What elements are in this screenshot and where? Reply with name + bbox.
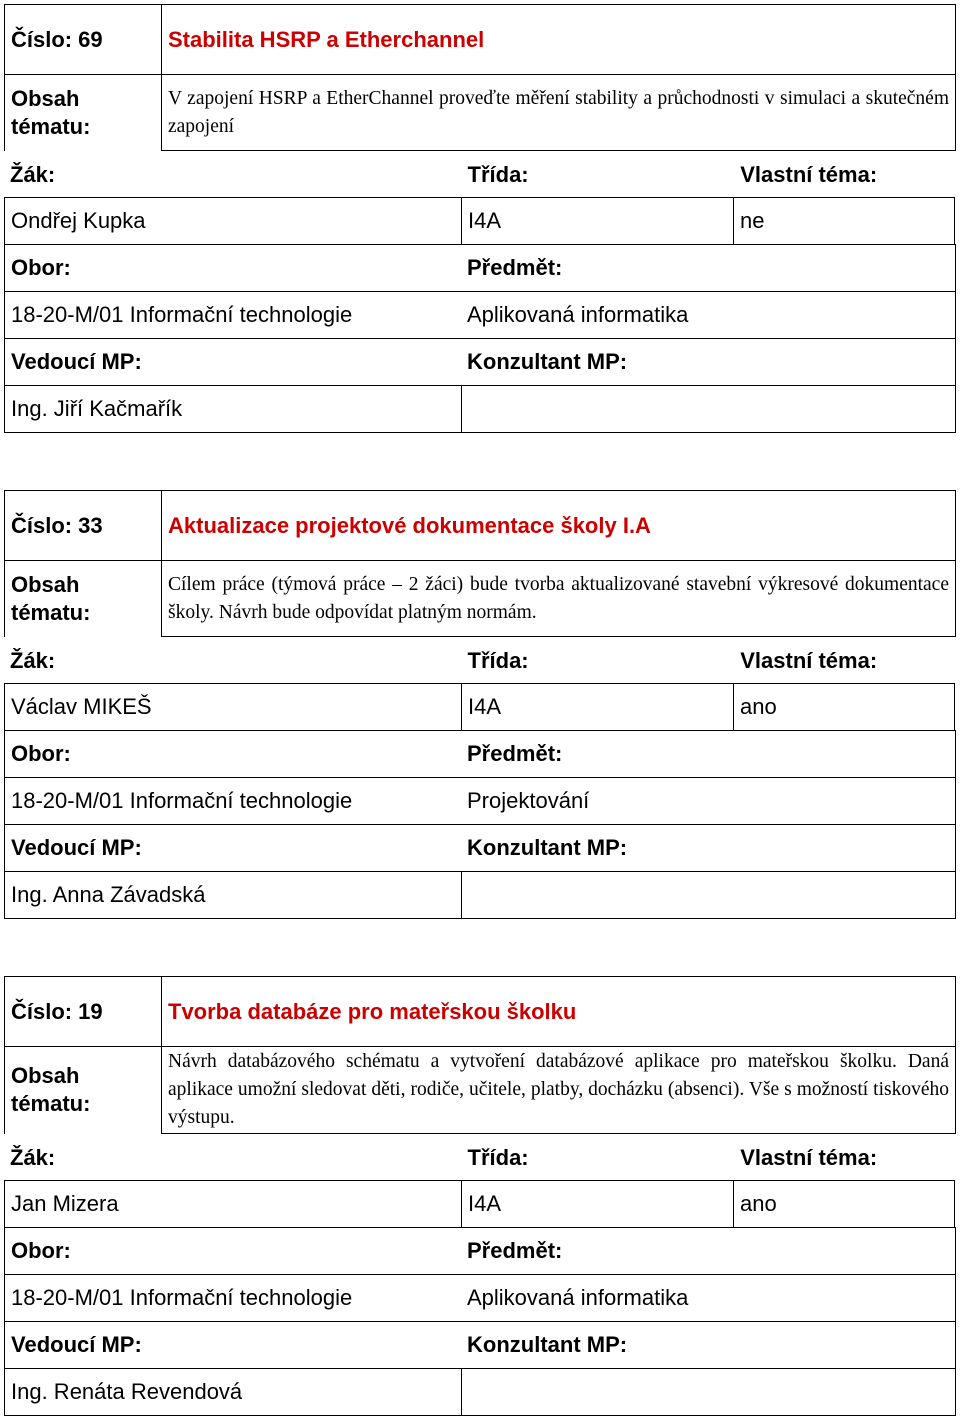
own-topic-value: ne [733, 197, 955, 245]
class-label: Třída: [467, 647, 529, 673]
own-topic-label: Vlastní téma: [740, 161, 878, 187]
consultant-name [461, 871, 956, 919]
consultant-label: Konzultant MP: [461, 338, 956, 386]
field-header-row [4, 245, 956, 292]
student-value-row [4, 684, 956, 731]
description-label-line2: tématu: [11, 599, 91, 625]
field-header-row [4, 731, 956, 778]
subject-value: Aplikovaná informatika [461, 291, 956, 339]
subject-value: Aplikovaná informatika [461, 1274, 956, 1322]
description-label-line1: Obsah [11, 1063, 80, 1088]
topic-number: 33 [78, 512, 103, 538]
description-label [4, 1046, 162, 1134]
description-label-line2: tématu: [11, 1091, 91, 1116]
own-topic-value: ano [733, 683, 955, 731]
field-label: Obor: [4, 730, 462, 778]
student-label: Žák: [10, 161, 56, 187]
supervisor-label: Vedoucí MP: [4, 1321, 462, 1369]
subject-value: Projektování [461, 777, 956, 825]
student-label: Žák: [10, 1144, 56, 1170]
consultant-name [461, 385, 956, 433]
topic-description: Cílem práce (týmová práce – 2 žáci) bude tvorba aktualizované stavební výkresové dokumentace školy. Návrh bude odpovídat platným normám. [161, 560, 956, 637]
own-topic-label: Vlastní téma: [740, 1144, 878, 1170]
consultant-name [461, 1368, 956, 1416]
own-topic-label: Vlastní téma: [740, 647, 878, 673]
student-value-row [4, 198, 956, 245]
consultant-label: Konzultant MP: [461, 1321, 956, 1369]
number-label: Číslo: [11, 512, 73, 538]
student-name: Jan Mizera [4, 1180, 462, 1228]
number-label: Číslo: [11, 26, 73, 52]
topic-card [4, 976, 956, 1416]
student-header-row [4, 637, 956, 684]
subject-label: Předmět: [461, 244, 956, 292]
number-row [4, 490, 956, 561]
description-label [4, 560, 162, 637]
subject-label: Předmět: [461, 730, 956, 778]
topic-title: Tvorba databáze pro mateřskou školku [161, 976, 956, 1047]
field-header-row [4, 1228, 956, 1275]
description-label-line1: Obsah [11, 571, 80, 597]
supervisor-header-row [4, 825, 956, 872]
supervisor-value-row [4, 872, 956, 919]
number-label: Číslo: [11, 998, 73, 1024]
student-label: Žák: [10, 647, 56, 673]
description-row [4, 1047, 956, 1134]
consultant-label: Konzultant MP: [461, 824, 956, 872]
field-value-row [4, 292, 956, 339]
description-label-line1: Obsah [11, 85, 80, 111]
supervisor-header-row [4, 339, 956, 386]
supervisor-name: Ing. Anna Závadská [4, 871, 462, 919]
supervisor-name: Ing. Jiří Kačmařík [4, 385, 462, 433]
number-row [4, 4, 956, 75]
field-value: 18-20-M/01 Informační technologie [4, 291, 462, 339]
class-label: Třída: [467, 1144, 529, 1170]
description-label-line2: tématu: [11, 113, 91, 139]
student-name: Ondřej Kupka [4, 197, 462, 245]
student-header-row [4, 151, 956, 198]
topic-title: Stabilita HSRP a Etherchannel [161, 4, 956, 75]
class-label: Třída: [467, 161, 529, 187]
topic-description: V zapojení HSRP a EtherChannel proveďte měření stability a průchodnosti v simulaci a skutečném zapojení [161, 74, 956, 151]
student-class: I4A [461, 1180, 734, 1228]
topic-number: 19 [78, 998, 103, 1024]
student-name: Václav MIKEŠ [4, 683, 462, 731]
number-cell [4, 490, 162, 561]
field-value-row [4, 778, 956, 825]
supervisor-label: Vedoucí MP: [4, 338, 462, 386]
supervisor-label: Vedoucí MP: [4, 824, 462, 872]
number-row [4, 976, 956, 1047]
supervisor-name: Ing. Renáta Revendová [4, 1368, 462, 1416]
description-label [4, 74, 162, 151]
student-header-row [4, 1134, 956, 1181]
subject-label: Předmět: [461, 1227, 956, 1275]
topic-title: Aktualizace projektové dokumentace školy I.A [161, 490, 956, 561]
number-cell [4, 4, 162, 75]
supervisor-value-row [4, 1369, 956, 1416]
supervisor-value-row [4, 386, 956, 433]
field-value: 18-20-M/01 Informační technologie [4, 777, 462, 825]
topic-description: Návrh databázového schématu a vytvoření databázové aplikace pro mateřskou školku. Daná aplikace umožní sledovat děti, rodiče, učitele, platby, docházku (absenci). Vše s možností tiskového výstupu. [161, 1046, 956, 1134]
number-cell [4, 976, 162, 1047]
topic-number: 69 [78, 26, 103, 52]
own-topic-value: ano [733, 1180, 955, 1228]
field-value-row [4, 1275, 956, 1322]
description-row [4, 75, 956, 151]
description-row [4, 561, 956, 637]
student-class: I4A [461, 683, 734, 731]
topic-card [4, 4, 956, 433]
field-label: Obor: [4, 1227, 462, 1275]
student-value-row [4, 1181, 956, 1228]
topic-card [4, 490, 956, 919]
field-value: 18-20-M/01 Informační technologie [4, 1274, 462, 1322]
supervisor-header-row [4, 1322, 956, 1369]
student-class: I4A [461, 197, 734, 245]
field-label: Obor: [4, 244, 462, 292]
